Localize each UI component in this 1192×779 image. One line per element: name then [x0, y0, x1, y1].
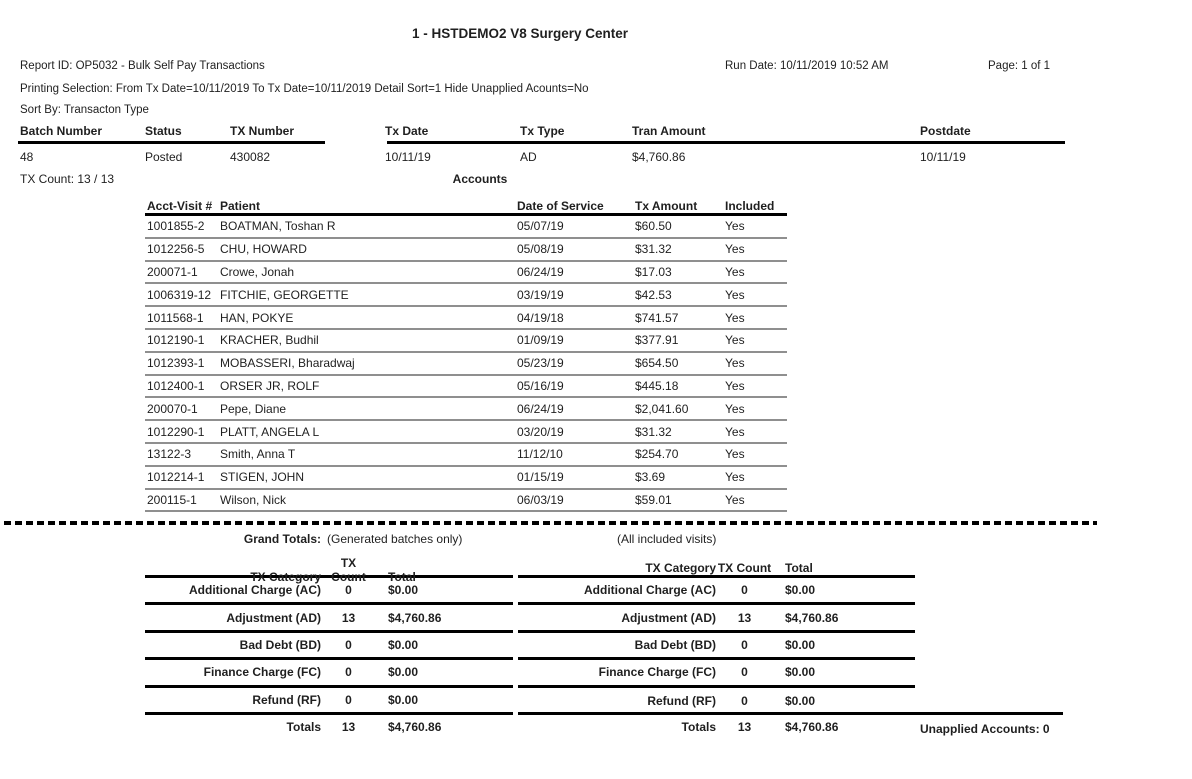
batch-number-header: Batch Number [20, 124, 103, 138]
totals-row [518, 660, 915, 687]
tx-amount-cell: $741.57 [635, 310, 679, 325]
date-of-service-cell: 01/09/19 [517, 333, 564, 348]
totals-row [145, 660, 513, 687]
postdate-value: 10/11/19 [920, 150, 966, 164]
tx-amount-cell: $377.91 [635, 333, 679, 348]
acct-visit-cell: 200071-1 [147, 264, 198, 279]
date-of-service-cell: 06/24/19 [517, 401, 564, 416]
patient-cell: MOBASSERI, Bharadwaj [220, 356, 355, 371]
included-cell: Yes [725, 333, 745, 348]
totals-extended-rule [518, 712, 1063, 715]
acct-visit-cell: 13122-3 [147, 447, 192, 462]
acct-visit-cell: 1011568-1 [147, 310, 204, 325]
total-cell: $0.00 [785, 583, 816, 598]
tx-count-header: TX Count [331, 556, 366, 584]
category-cell: Bad Debt (BD) [239, 637, 321, 652]
batch-header-rule-right [387, 141, 1065, 144]
total-cell: $0.00 [388, 665, 419, 680]
grand-totals-label: Grand Totals: [243, 532, 321, 546]
table-row [145, 262, 787, 285]
printing-selection: Printing Selection: From Tx Date=10/11/2019 To Tx Date=10/11/2019 Detail Sort=1 Hide Unapplied Acounts=No [20, 83, 589, 95]
tx-category-header: TX Category [250, 570, 321, 584]
included-note: (All included visits) [617, 532, 717, 546]
table-row [145, 490, 787, 513]
totals-count: 13 [737, 719, 752, 734]
included-header: Included [725, 199, 775, 213]
category-cell: Finance Charge (FC) [598, 665, 716, 680]
included-cell: Yes [725, 356, 745, 371]
table-row [145, 307, 787, 330]
acct-visit-cell: 1012290-1 [147, 424, 205, 439]
totals-summary-row [518, 715, 915, 739]
postdate-header: Postdate [920, 124, 971, 138]
date-of-service-cell: 11/12/10 [517, 447, 563, 462]
table-row [145, 398, 787, 421]
date-of-service-cell: 05/23/19 [517, 356, 564, 371]
totals-header-row [145, 556, 513, 584]
date-of-service-cell: 04/19/18 [517, 310, 564, 325]
included-cell: Yes [725, 470, 745, 485]
tx-type-header: Tx Type [520, 124, 565, 138]
patient-cell: Wilson, Nick [220, 492, 287, 507]
total-cell: $0.00 [388, 692, 419, 707]
patient-header: Patient [220, 199, 261, 213]
total-header: Total [785, 561, 813, 575]
totals-row [518, 578, 915, 605]
tx-amount-cell: $254.70 [635, 447, 679, 462]
tx-amount-cell: $42.53 [635, 287, 672, 302]
status-header: Status [145, 124, 182, 138]
tx-type-value: AD [520, 150, 537, 164]
date-of-service-cell: 05/16/19 [517, 378, 564, 393]
tx-category-header: TX Category [645, 561, 716, 575]
included-cell: Yes [725, 424, 745, 439]
tx-amount-header: Tx Amount [635, 199, 698, 213]
table-row [145, 330, 787, 353]
acct-visit-cell: 200070-1 [147, 401, 198, 416]
total-cell: $4,760.86 [388, 610, 442, 625]
batch-number-value: 48 [20, 150, 34, 164]
count-cell: 0 [345, 692, 352, 707]
total-cell: $0.00 [388, 583, 419, 598]
generated-note: (Generated batches only) [327, 532, 463, 546]
date-of-service-cell: 05/08/19 [517, 242, 564, 257]
category-cell: Refund (RF) [252, 692, 321, 707]
count-cell: 13 [341, 610, 356, 625]
totals-row [518, 633, 915, 660]
acct-visit-cell: 1006319-12 [147, 287, 212, 302]
category-cell: Additional Charge (AC) [584, 583, 716, 598]
date-of-service-cell: 03/19/19 [517, 287, 564, 302]
tx-amount-cell: $60.50 [635, 219, 672, 234]
acct-visit-cell: 1012400-1 [147, 378, 205, 393]
patient-cell: Smith, Anna T [220, 447, 296, 462]
category-cell: Bad Debt (BD) [634, 637, 716, 652]
totals-label: Totals [681, 719, 716, 734]
tx-amount-cell: $59.01 [635, 492, 672, 507]
included-cell: Yes [725, 401, 745, 416]
tx-amount-cell: $31.32 [635, 242, 672, 257]
included-cell: Yes [725, 378, 745, 393]
unapplied-accounts: Unapplied Accounts: 0 [920, 722, 1050, 736]
batch-header-rule-left [18, 141, 325, 144]
date-of-service-cell: 05/07/19 [517, 219, 564, 234]
count-cell: 0 [741, 583, 748, 598]
category-cell: Adjustment (AD) [226, 610, 321, 625]
included-cell: Yes [725, 310, 745, 325]
run-date: Run Date: 10/11/2019 10:52 AM [725, 60, 889, 72]
included-cell: Yes [725, 287, 745, 302]
table-row [145, 239, 787, 262]
totals-total: $4,760.86 [388, 719, 442, 734]
tx-count: TX Count: 13 / 13 [20, 172, 115, 186]
tx-amount-cell: $3.69 [635, 470, 666, 485]
included-cell: Yes [725, 242, 745, 257]
tx-amount-cell: $654.50 [635, 356, 679, 371]
tx-amount-cell: $17.03 [635, 264, 672, 279]
status-value: Posted [145, 150, 183, 164]
patient-cell: ORSER JR, ROLF [220, 378, 320, 393]
total-cell: $0.00 [785, 694, 816, 709]
table-row [145, 421, 787, 444]
sort-by: Sort By: Transacton Type [20, 104, 149, 116]
count-cell: 0 [741, 665, 748, 680]
dashed-divider [4, 521, 1097, 525]
tran-amount-value: $4,760.86 [632, 150, 686, 164]
date-of-service-header: Date of Service [517, 199, 604, 213]
count-cell: 0 [345, 583, 352, 598]
totals-row [518, 688, 915, 715]
count-cell: 0 [345, 637, 352, 652]
acct-visit-cell: 1012393-1 [147, 356, 205, 371]
total-cell: $4,760.86 [785, 610, 839, 625]
patient-cell: FITCHIE, GEORGETTE [220, 287, 349, 302]
count-cell: 0 [741, 694, 748, 709]
totals-table-generated [145, 556, 513, 739]
tx-number-value: 430082 [230, 150, 271, 164]
count-cell: 0 [741, 637, 748, 652]
accounts-table [145, 194, 787, 512]
totals-label: Totals [286, 719, 321, 734]
totals-row [145, 688, 513, 715]
totals-total: $4,760.86 [785, 719, 839, 734]
table-row [145, 216, 787, 239]
category-cell: Adjustment (AD) [621, 610, 716, 625]
totals-summary-row [145, 715, 513, 739]
tx-number-header: TX Number [230, 124, 295, 138]
patient-cell: Crowe, Jonah [220, 264, 295, 279]
patient-cell: KRACHER, Budhil [220, 333, 319, 348]
patient-cell: HAN, POKYE [220, 310, 294, 325]
total-cell: $0.00 [785, 637, 816, 652]
acct-visit-cell: 1012256-5 [147, 242, 205, 257]
category-cell: Refund (RF) [647, 694, 716, 709]
count-cell: 13 [737, 610, 752, 625]
count-cell: 0 [345, 665, 352, 680]
acct-visit-cell: 200115-1 [147, 492, 197, 507]
totals-count: 13 [341, 719, 356, 734]
table-row [145, 353, 787, 376]
total-cell: $0.00 [388, 637, 419, 652]
tx-count-header: TX Count [717, 561, 772, 575]
category-cell: Additional Charge (AC) [189, 583, 321, 598]
included-cell: Yes [725, 219, 745, 234]
accounts-header-row [145, 194, 787, 216]
date-of-service-cell: 06/03/19 [517, 492, 564, 507]
tx-amount-cell: $445.18 [635, 378, 679, 393]
patient-cell: PLATT, ANGELA L [220, 424, 320, 439]
date-of-service-cell: 01/15/19 [517, 470, 564, 485]
acct-visit-cell: 1001855-2 [147, 219, 205, 234]
included-cell: Yes [725, 264, 745, 279]
tx-amount-cell: $31.32 [635, 424, 672, 439]
patient-cell: STIGEN, JOHN [220, 470, 305, 485]
patient-cell: CHU, HOWARD [220, 242, 307, 257]
page-title: 1 - HSTDEMO2 V8 Surgery Center [411, 26, 629, 41]
category-cell: Finance Charge (FC) [203, 665, 321, 680]
totals-row [145, 605, 513, 632]
included-cell: Yes [725, 447, 745, 462]
table-row [145, 444, 787, 467]
date-of-service-cell: 03/20/19 [517, 424, 564, 439]
tx-date-value: 10/11/19 [385, 150, 431, 164]
page-number: Page: 1 of 1 [988, 60, 1051, 72]
table-row [145, 284, 787, 307]
totals-row [518, 605, 915, 632]
date-of-service-cell: 06/24/19 [517, 264, 564, 279]
report-id: Report ID: OP5032 - Bulk Self Pay Transactions [20, 60, 265, 72]
accounts-title: Accounts [452, 172, 508, 186]
patient-cell: Pepe, Diane [220, 401, 287, 416]
acct-visit-cell: 1012214-1 [147, 470, 205, 485]
acct-visit-cell: 1012190-1 [147, 333, 205, 348]
table-row [145, 376, 787, 399]
tran-amount-header: Tran Amount [632, 124, 706, 138]
patient-cell: BOATMAN, Toshan R [220, 219, 336, 234]
included-cell: Yes [725, 492, 745, 507]
totals-header-row [518, 556, 915, 578]
tx-amount-cell: $2,041.60 [635, 401, 689, 416]
total-cell: $0.00 [785, 665, 816, 680]
acct-visit-header: Acct-Visit # [147, 199, 213, 213]
totals-row [145, 633, 513, 660]
tx-date-header: Tx Date [385, 124, 429, 138]
total-header: Total [388, 570, 416, 584]
table-row [145, 467, 787, 490]
